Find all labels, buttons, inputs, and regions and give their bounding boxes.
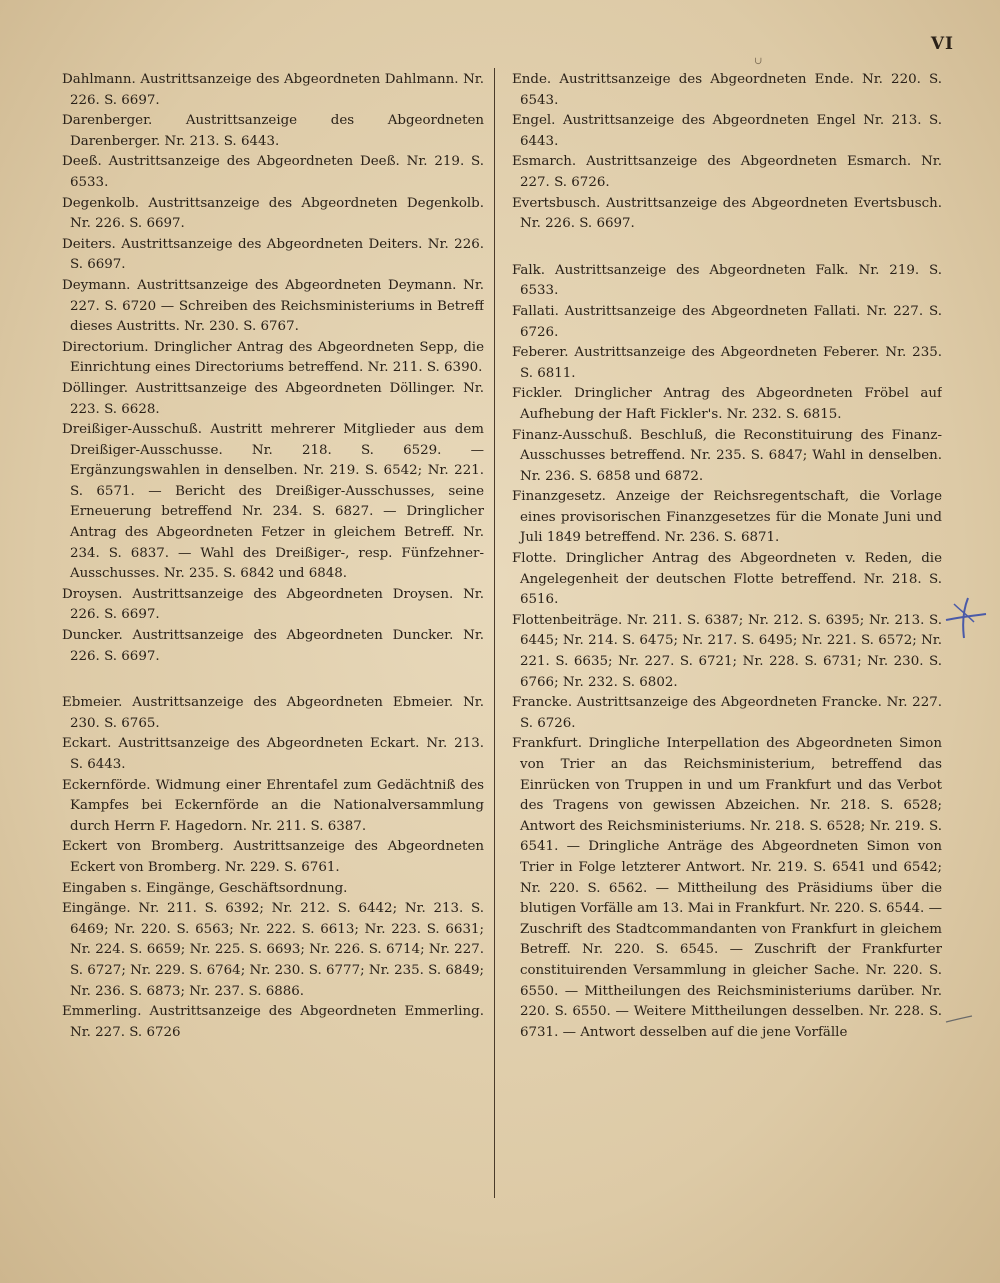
page-number: VI — [930, 34, 954, 54]
index-entry: Emmerling. Austrittsanzeige des Abgeordneten Emmerling. Nr. 227. S. 6726 — [62, 1004, 484, 1040]
index-entry: Frankfurt. Dringliche Interpellation des Abgeordneten Simon von Trier an das Reichsministerium, betreffend das Einrücken von Truppen in und um Frankfurt und das Verbot des Tragens von gewissen Abzeichen. Nr. 218. S. 6528; Antwort des Reichsministeriums. Nr. 218. S. 6528; Nr. 219. S. 6541. — Dringliche Anträge des Abgeordneten Simon von Trier in Folge letzterer Antwort. Nr. 219. S. 6541 und 6542; Nr. 220. S. 6562. — Mittheilung des Präsidiums über die blutigen Vorfälle am 13. Mai in Frankfurt. Nr. 220. S. 6544. — Zuschrift des Stadtcommandanten von Frankfurt in gleichem Betreff. Nr. 220. S. 6545. — Zuschrift der Frankfurter constituirenden Versammlung in gleicher Sache. Nr. 220. S. 6550. — Mittheilungen des Reichsministeriums darüber. Nr. 220. S. 6550. — Weitere Mittheilungen desselben. Nr. 228. S. 6731. — Antwort desselben auf die jene Vorfälle — [512, 736, 942, 1040]
index-entry: Dreißiger-Ausschuß. Austritt mehrerer Mitglieder aus dem Dreißiger-Ausschusse. Nr. 218. S. 6529. — Ergänzungswahlen in denselben. Nr. 219. S. 6542; Nr. 221. S. 6571. — Bericht des Dreißiger-Ausschusses, seine Erneuerung betreffend Nr. 234. S. 6827. — Dringlicher Antrag des Abgeordneten Fetzer in gleichem Betreff. Nr. 234. S. 6837. — Wahl des Dreißiger-, resp. Fünfzehner-Ausschusses. Nr. 235. S. 6842 und 6848. — [62, 422, 484, 582]
index-entry: Directorium. Dringlicher Antrag des Abgeordneten Sepp, die Einrichtung eines Directoriums betreffend. Nr. 211. S. 6390. — [62, 339, 484, 376]
index-entry: Deeß. Austrittsanzeige des Abgeordneten Deeß. Nr. 219. S. 6533. — [62, 154, 484, 190]
index-entry: Finanzgesetz. Anzeige der Reichsregentschaft, die Vorlage eines provisorischen Finanzgesetzes für die Monate Juni und Juli 1849 betreffend. Nr. 236. S. 6871. — [512, 489, 942, 546]
index-entry: Duncker. Austrittsanzeige des Abgeordneten Duncker. Nr. 226. S. 6697. — [62, 628, 484, 664]
index-entry: Ende. Austrittsanzeige des Abgeordneten Ende. Nr. 220. S. 6543. — [512, 72, 942, 108]
index-entry: Esmarch. Austrittsanzeige des Abgeordneten Esmarch. Nr. 227. S. 6726. — [512, 154, 942, 190]
index-entry: Feberer. Austrittsanzeige des Abgeordneten Feberer. Nr. 235. S. 6811. — [512, 345, 942, 381]
right-column — [512, 70, 942, 1043]
index-entry: Eckart. Austrittsanzeige des Abgeordneten Eckart. Nr. 213. S. 6443. — [62, 736, 484, 772]
index-entry: Deymann. Austrittsanzeige des Abgeordneten Deymann. Nr. 227. S. 6720 — Schreiben des Reichsministeriums in Betreff dieses Austritts. Nr. 230. S. 6767. — [62, 277, 484, 335]
section-gap — [62, 667, 484, 693]
index-entry: Evertsbusch. Austrittsanzeige des Abgeordneten Evertsbusch. Nr. 226. S. 6697. — [512, 195, 942, 232]
index-entry: Engel. Austrittsanzeige des Abgeordneten Engel Nr. 213. S. 6443. — [512, 113, 942, 149]
index-entry: Darenberger. Austrittsanzeige des Abgeordneten Darenberger. Nr. 213. S. 6443. — [62, 113, 484, 149]
index-entry: Falk. Austrittsanzeige des Abgeordneten Falk. Nr. 219. S. 6533. — [512, 262, 942, 299]
index-entry: Droysen. Austrittsanzeige des Abgeordneten Droysen. Nr. 226. S. 6697. — [62, 586, 484, 623]
index-entry: Flottenbeiträge. Nr. 211. S. 6387; Nr. 212. S. 6395; Nr. 213. S. 6445; Nr. 214. S. 6475; Nr. 217. S. 6495; Nr. 221. S. 6572; Nr. 221. S. 6635; Nr. 227. S. 6721; Nr. 228. S. 6731; Nr. 230. S. 6766; Nr. 232. S. 6802. — [512, 612, 942, 690]
index-entry: Finanz-Ausschuß. Beschluß, die Reconstituirung des Finanz-Ausschusses betreffend. Nr. 235. S. 6847; Wahl in denselben. Nr. 236. S. 6858 und 6872. — [512, 427, 942, 484]
index-entry: Degenkolb. Austrittsanzeige des Abgeordneten Degenkolb. Nr. 226. S. 6697. — [62, 195, 484, 232]
left-column — [62, 70, 484, 1043]
index-entry: Döllinger. Austrittsanzeige des Abgeordneten Döllinger. Nr. 223. S. 6628. — [62, 380, 484, 417]
index-entry: Francke. Austrittsanzeige des Abgeordneten Francke. Nr. 227. S. 6726. — [512, 695, 942, 731]
index-entry: Fickler. Dringlicher Antrag des Abgeordneten Fröbel auf Aufhebung der Haft Fickler's. Nr. 232. S. 6815. — [512, 386, 942, 422]
section-gap — [512, 235, 942, 261]
index-entry: Fallati. Austrittsanzeige des Abgeordneten Fallati. Nr. 227. S. 6726. — [512, 303, 942, 340]
column-divider — [494, 68, 495, 1198]
index-entry: Dahlmann. Austrittsanzeige des Abgeordneten Dahlmann. Nr. 226. S. 6697. — [62, 72, 484, 108]
index-entry: Flotte. Dringlicher Antrag des Abgeordneten v. Reden, die Angelegenheit der deutschen Flotte betreffend. Nr. 218. S. 6516. — [512, 551, 942, 608]
index-entry: Eckert von Bromberg. Austrittsanzeige des Abgeordneten Eckert von Bromberg. Nr. 229. S. 6761. — [62, 839, 484, 875]
printer-ornament: ∪ — [754, 56, 763, 67]
index-entry: Eingänge. Nr. 211. S. 6392; Nr. 212. S. 6442; Nr. 213. S. 6469; Nr. 220. S. 6563; Nr. 222. S. 6613; Nr. 223. S. 6631; Nr. 224. S. 6659; Nr. 225. S. 6693; Nr. 226. S. 6714; Nr. 227. S. 6727; Nr. 229. S. 6764; Nr. 230. S. 6777; Nr. 235. S. 6849; Nr. 236. S. 6873; Nr. 237. S. 6886. — [62, 901, 484, 999]
index-entry: Deiters. Austrittsanzeige des Abgeordneten Deiters. Nr. 226. S. 6697. — [62, 236, 484, 273]
handwritten-cross-mark — [940, 592, 990, 642]
index-entry: Ebmeier. Austrittsanzeige des Abgeordneten Ebmeier. Nr. 230. S. 6765. — [62, 695, 484, 731]
index-entry: Eckernförde. Widmung einer Ehrentafel zum Gedächtniß des Kampfes bei Eckernförde an die Nationalversammlung durch Herrn F. Hagedorn. Nr. 211. S. 6387. — [62, 777, 484, 834]
handwritten-margin-mark — [944, 1012, 974, 1026]
index-entry: Eingaben s. Eingänge, Geschäftsordnung. — [62, 880, 348, 896]
